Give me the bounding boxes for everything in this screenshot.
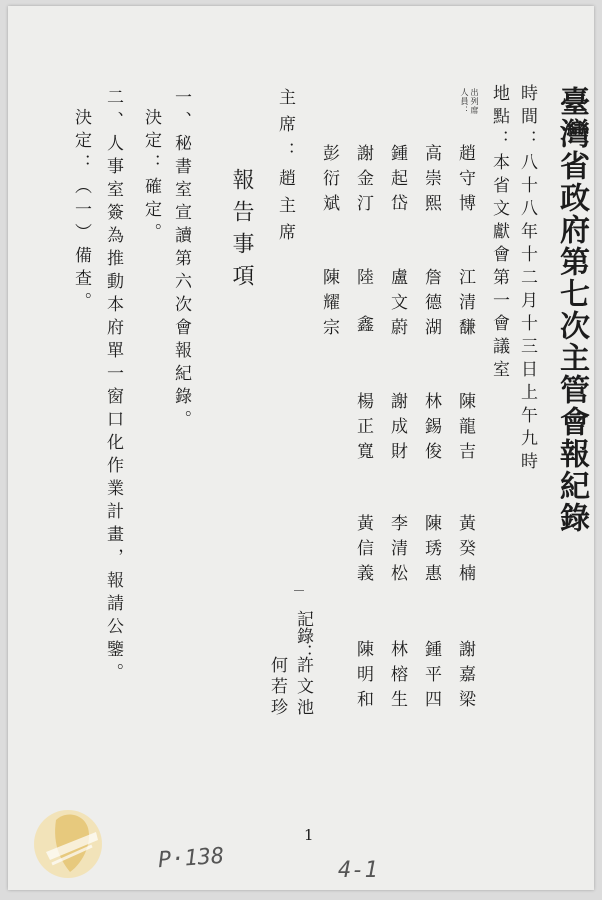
attendees-label-top: 出列席 bbox=[470, 88, 479, 115]
separator-dash bbox=[294, 590, 304, 591]
attendee-name: 李清松 bbox=[387, 514, 407, 589]
attendee-name: 陳龍吉 bbox=[455, 392, 475, 467]
document-page bbox=[8, 6, 594, 890]
attendees-label-bottom: 人員： bbox=[460, 88, 469, 115]
recorders-label: 記錄： bbox=[293, 610, 313, 661]
attendee-name: 黃癸楠 bbox=[455, 514, 475, 589]
attendee-name: 鍾平四 bbox=[421, 640, 441, 715]
attendee-name: 黃信義 bbox=[353, 514, 373, 589]
attendee-name: 彭衍斌 bbox=[319, 144, 339, 219]
attendee-name: 高崇熙 bbox=[421, 144, 441, 219]
attendee-name: 陳耀宗 bbox=[319, 268, 339, 343]
attendee-name: 陸鑫 bbox=[353, 268, 373, 362]
handwritten-note-page-ref: P·138 bbox=[157, 843, 226, 874]
attendee-name: 鍾起岱 bbox=[387, 144, 407, 219]
meeting-time: 時間：八十八年十二月十三日上午九時 bbox=[517, 84, 537, 475]
handwritten-note-number: 4-1 bbox=[338, 858, 378, 883]
document-title: 臺灣省政府第七次主管會報紀錄 bbox=[554, 86, 589, 534]
decision-2: 決定：（一）備查。 bbox=[71, 108, 91, 315]
section-heading: 報告事項 bbox=[229, 168, 254, 296]
attendee-name: 林榕生 bbox=[387, 640, 407, 715]
attendee-name: 謝嘉梁 bbox=[455, 640, 475, 715]
report-item-1: 一、秘書室宣讀第六次會報紀錄。 bbox=[171, 88, 191, 433]
meeting-chair: 主席：趙主席 bbox=[275, 88, 295, 250]
page-number: 1 bbox=[304, 826, 314, 844]
attendee-name: 趙守博 bbox=[455, 144, 475, 219]
attendee-name: 謝金汀 bbox=[353, 144, 373, 219]
attendee-name: 楊正寬 bbox=[353, 392, 373, 467]
meeting-location: 地點：本省文獻會第一會議室 bbox=[489, 84, 509, 383]
attendee-name: 謝成財 bbox=[387, 392, 407, 467]
attendee-name: 林錫俊 bbox=[421, 392, 441, 467]
recorder-name: 許文池 bbox=[293, 656, 313, 719]
attendee-name: 盧文蔚 bbox=[387, 268, 407, 343]
attendee-name: 陳明和 bbox=[353, 640, 373, 715]
recorder-name: 何若珍 bbox=[267, 656, 287, 719]
archive-logo-icon bbox=[26, 802, 116, 886]
attendee-name: 詹德湖 bbox=[421, 268, 441, 343]
report-item-2: 二、人事室簽為推動本府單一窗口化作業計畫，報請公鑒。 bbox=[103, 88, 123, 686]
decision-1: 決定：確定。 bbox=[141, 108, 161, 246]
attendee-name: 陳琇惠 bbox=[421, 514, 441, 589]
attendee-name: 江清馦 bbox=[455, 268, 475, 343]
